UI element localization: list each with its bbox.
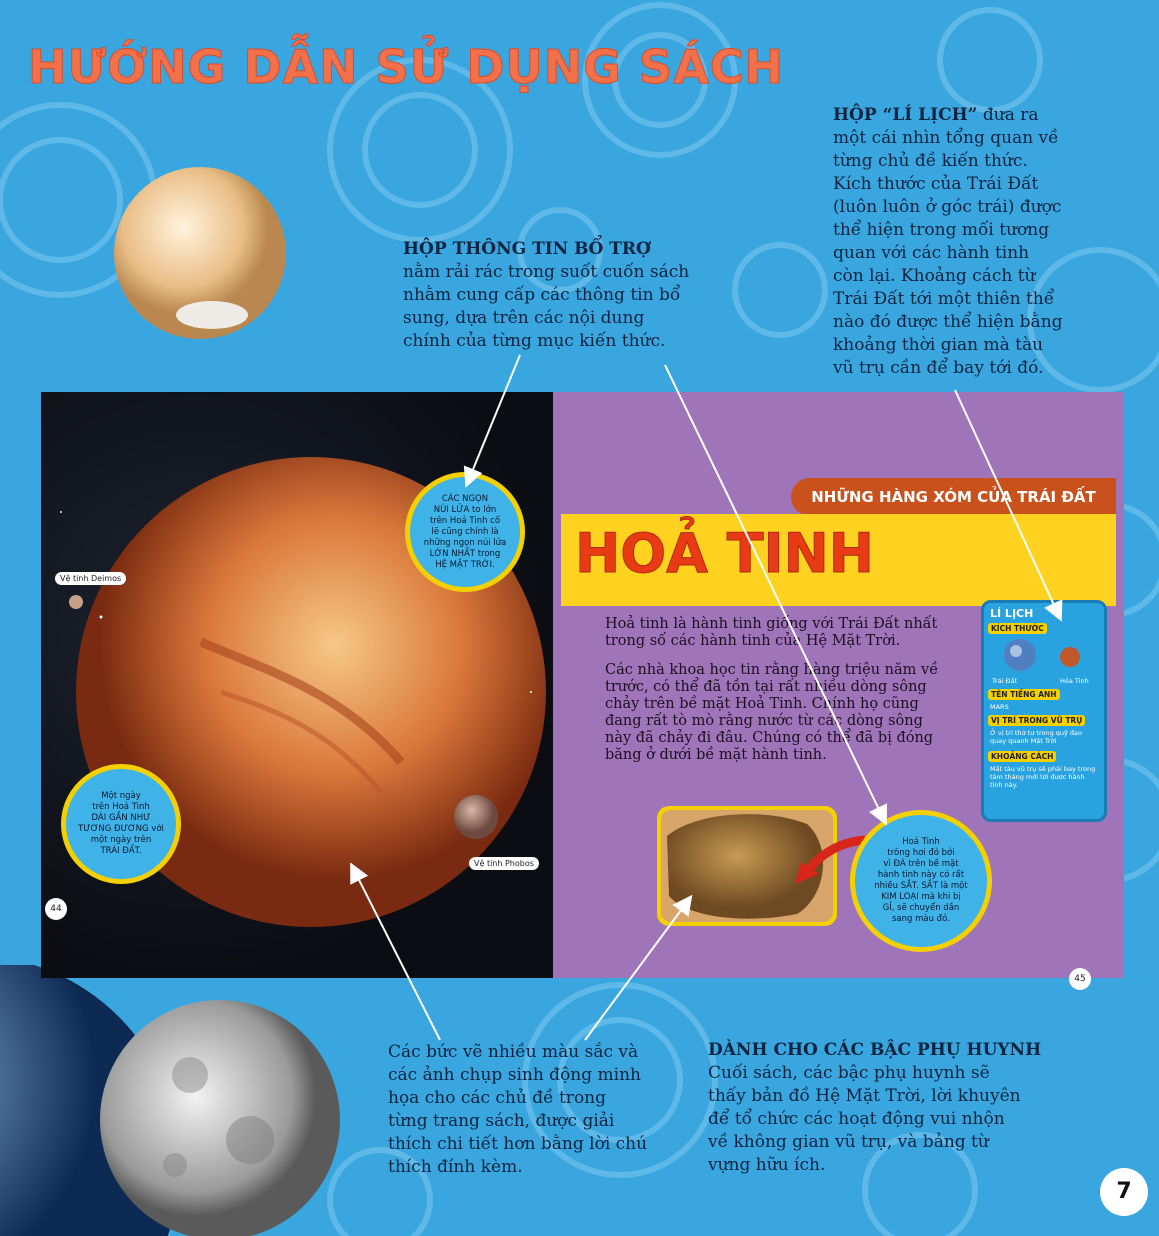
callout-line: Các bức vẽ nhiều màu sắc và bbox=[388, 1042, 639, 1062]
callout-line: về không gian vũ trụ, và bảng từ bbox=[708, 1132, 989, 1152]
callout-heading: DÀNH CHO CÁC BẬC PHỤ HUYNH bbox=[708, 1040, 1042, 1060]
bubble-line: Một ngày bbox=[101, 791, 141, 801]
fact-box-label: TÊN TIẾNG ANH bbox=[988, 689, 1060, 700]
bubble-line: nhiều SẮT. SẮT là một bbox=[874, 881, 968, 891]
bubble-line: TƯƠNG ĐƯƠNG với bbox=[78, 824, 164, 834]
label-deimos: Vệ tinh Deimos bbox=[55, 572, 126, 585]
bubble-line: những ngọn núi lửa bbox=[423, 537, 507, 548]
fact-box-label: KÍCH THƯỚC bbox=[988, 623, 1047, 634]
bubble-line: TRÁI ĐẤT. bbox=[100, 846, 142, 856]
callout-line: các ảnh chụp sinh động minh bbox=[388, 1065, 641, 1085]
bubble-line: hành tinh này có rất bbox=[877, 870, 965, 880]
page-number: 7 bbox=[1100, 1168, 1148, 1216]
callout-line: Trái Đất tới một thiên thể bbox=[833, 289, 1055, 309]
callout-line: vựng hữu ích. bbox=[708, 1155, 826, 1175]
fact-box-text: Hỏa Tinh bbox=[1060, 677, 1089, 685]
callout-line: từng chủ đề kiến thức. bbox=[833, 151, 1028, 171]
callout-line: khoảng thời gian mà tàu bbox=[833, 335, 1044, 355]
callout-line: chính của từng mục kiến thức. bbox=[403, 331, 666, 351]
callout-line: nào đó được thể hiện bằng bbox=[833, 312, 1063, 332]
bubble-line: HỆ MẶT TRỜI. bbox=[435, 559, 495, 570]
fact-box-text: MARS bbox=[990, 703, 1009, 711]
bubble-line: DÀI GẦN NHƯ bbox=[91, 813, 151, 823]
callout-line: sung, dựa trên các nội dung bbox=[403, 308, 645, 328]
bubble-line: lẽ cũng chính là bbox=[431, 526, 499, 537]
page-title: HƯỚNG DẪN SỬ DỤNG SÁCH bbox=[28, 40, 785, 94]
section-chip: NHỮNG HÀNG XÓM CỦA TRÁI ĐẤT bbox=[791, 478, 1116, 516]
callout-line: thấy bản đồ Hệ Mặt Trời, lời khuyên bbox=[708, 1086, 1021, 1106]
spread-page-number-left: 44 bbox=[45, 898, 67, 920]
callout-line: đưa ra bbox=[982, 105, 1039, 125]
bubble-line: CÁC NGỌN bbox=[441, 493, 489, 504]
callout-line: thể hiện trong mối tương bbox=[833, 220, 1050, 240]
callout-line: thích chi tiết hơn bằng lời chú bbox=[388, 1134, 648, 1154]
callout-heading: HỘP THÔNG TIN BỔ TRỢ bbox=[403, 239, 651, 259]
callout-heading: HỘP “LÍ LỊCH” bbox=[833, 105, 978, 125]
callout-line: quan với các hành tinh bbox=[833, 243, 1030, 263]
fact-box-text: Ở vị trí thứ tư trong quỹ đạo quay quanh Mặt Trời bbox=[990, 729, 1083, 745]
bubble-line: một ngày trên bbox=[90, 835, 152, 845]
callout-line: nhằm cung cấp các thông tin bổ bbox=[403, 285, 681, 305]
fact-box-label: KHOẢNG CÁCH bbox=[988, 751, 1056, 762]
callout-line: họa cho các chủ đề trong bbox=[388, 1088, 607, 1108]
callout-line: một cái nhìn tổng quan về bbox=[833, 128, 1059, 148]
bubble-line: KIM LOẠI mà khi bị bbox=[881, 892, 961, 902]
bubble-line: sang màu đỏ. bbox=[891, 914, 950, 924]
callout-line: (luôn luôn ở góc trái) được bbox=[833, 197, 1062, 217]
fact-box-title: LÍ LỊCH bbox=[990, 607, 1034, 620]
fact-box-text: Trái Đất bbox=[992, 677, 1018, 685]
callout-line: Cuối sách, các bậc phụ huynh sẽ bbox=[708, 1063, 990, 1083]
bubble-line: trên Hoả Tinh bbox=[92, 802, 150, 812]
bubble-line: trên Hoả Tinh cố bbox=[429, 515, 501, 526]
fact-box-text: Mất tàu vũ trụ sẽ phải bay trong tám tháng mới tới được hành tinh này. bbox=[990, 765, 1096, 789]
label-phobos: Vệ tinh Phobos bbox=[469, 857, 539, 870]
bubble-line: GỈ, sẽ chuyển dần bbox=[882, 903, 960, 913]
bubble-line: Hoả Tinh bbox=[902, 837, 940, 847]
spread-page-number-right: 45 bbox=[1069, 968, 1091, 990]
spread-heading: HOẢ TINH bbox=[575, 522, 875, 585]
bubble-line: LỚN NHẤT trong bbox=[429, 548, 501, 559]
body-paragraph: Các nhà khoa học tin rằng hàng triệu năm về trước, có thể đã tồn tại rất nhiều dòng sông chảy trên bề mặt Hoả Tinh. Chính họ cũng đang rất tò mò rằng nước từ các dòng sông này đã chảy đi đâu. Chúng có thể đã bị đóng băng ở dưới bề mặt hành tinh. bbox=[605, 662, 939, 763]
callout-line: còn lại. Khoảng cách từ bbox=[833, 266, 1036, 286]
callout-line: để tổ chức các hoạt động vui nhộn bbox=[708, 1109, 1005, 1129]
callout-line: vũ trụ cần để bay tới đó. bbox=[833, 358, 1044, 378]
callout-line: Kích thước của Trái Đất bbox=[833, 174, 1039, 194]
bubble-line: vì ĐÁ trên bề mặt bbox=[883, 859, 959, 869]
fact-box-label: VỊ TRÍ TRONG VŨ TRỤ bbox=[988, 715, 1085, 726]
bubble-line: trông hơi đỏ bởi bbox=[887, 848, 955, 858]
callout-line: từng trang sách, được giải bbox=[388, 1111, 615, 1131]
callout-line: nằm rải rác trong suốt cuốn sách bbox=[403, 262, 690, 282]
callout-line: thích đính kèm. bbox=[388, 1157, 523, 1177]
body-paragraph: Hoả tinh là hành tinh giống với Trái Đất nhất trong số các hành tinh của Hệ Mặt Trời. bbox=[605, 616, 938, 649]
bubble-line: NÚI LỬA to lớn bbox=[433, 504, 497, 515]
